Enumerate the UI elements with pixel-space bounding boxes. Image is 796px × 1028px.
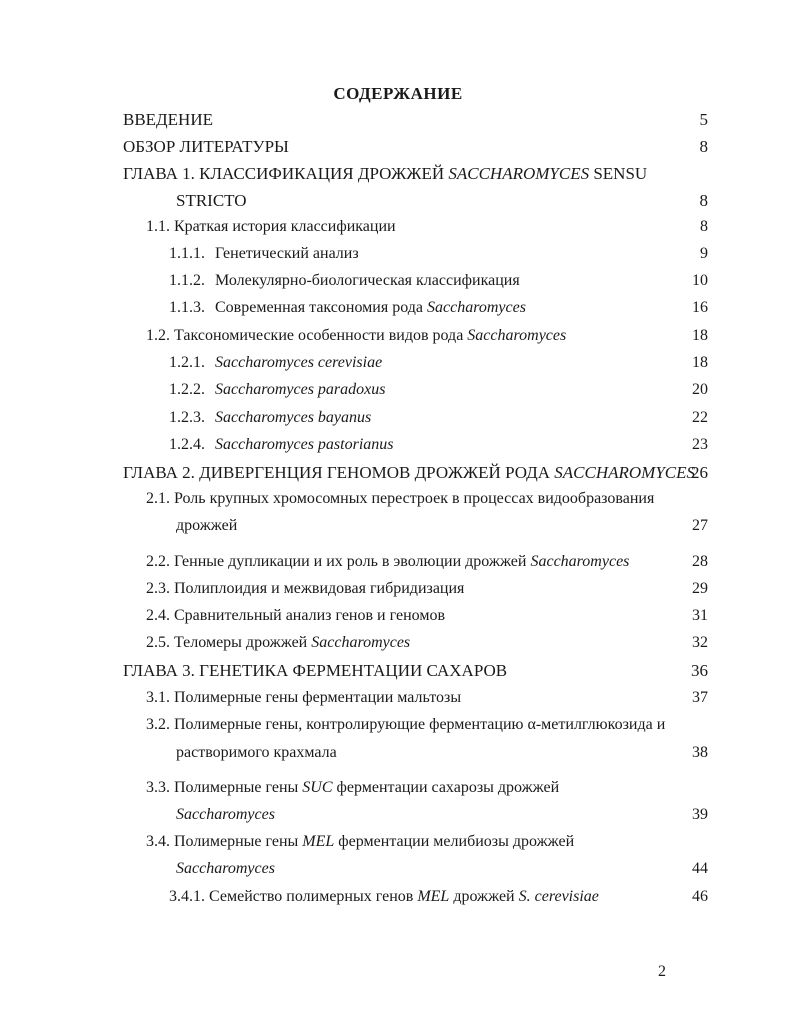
toc-entry-chapter-1-cont — [0, 191, 796, 215]
toc-entry-chapter-1 — [0, 164, 796, 188]
toc-entry-2-4 — [0, 607, 796, 631]
toc-label: Saccharomyces — [176, 806, 275, 823]
toc-label: 2.1. Роль крупных хромосомных перестроек в процессах видообразования — [146, 490, 655, 507]
toc-page: 16 — [692, 299, 708, 316]
toc-page: 8 — [699, 137, 708, 156]
toc-entry-1-1-1 — [0, 245, 796, 269]
toc-page: 18 — [692, 354, 708, 371]
toc-page: 9 — [700, 245, 708, 262]
toc-page: 27 — [692, 517, 708, 534]
toc-entry-3-2 — [0, 716, 796, 740]
toc-page: 8 — [700, 218, 708, 235]
toc-label: 3.1. Полимерные гены ферментации мальтозы — [146, 689, 462, 706]
toc-entry-1-1-2 — [0, 272, 796, 296]
toc-entry-3-3-cont — [0, 806, 796, 830]
toc-label: 2.5. Теломеры дрожжей Saccharomyces — [146, 634, 411, 651]
toc-label: 3.4. Полимерные гены MEL ферментации мелибиозы дрожжей — [146, 833, 575, 850]
toc-entry-1-1-3 — [0, 299, 796, 323]
toc-page: 18 — [692, 327, 708, 344]
toc-entry-2-5 — [0, 634, 796, 658]
toc-entry-3-2-cont — [0, 744, 796, 768]
toc-label: 2.4. Сравнительный анализ генов и геномов — [146, 607, 445, 624]
toc-page: 28 — [692, 553, 708, 570]
toc-page: 29 — [692, 580, 708, 597]
toc-label: 3.2. Полимерные гены, контролирующие ферментацию α-метилглюкозида и — [146, 716, 666, 733]
toc-label: растворимого крахмала — [176, 744, 337, 761]
toc-page: 26 — [691, 463, 708, 482]
toc-label: 1.2.2. Saccharomyces paradoxus — [169, 381, 386, 398]
toc-label: 1.1.3. Современная таксономия рода Saccharomyces — [169, 299, 526, 316]
toc-label: 1.2.4. Saccharomyces pastorianus — [169, 436, 394, 453]
toc-entry-1-2-1 — [0, 354, 796, 378]
toc-entry-review — [0, 137, 796, 161]
toc-entry-1-2-4 — [0, 436, 796, 460]
toc-entry-2-1 — [0, 490, 796, 514]
page-title: СОДЕРЖАНИЕ — [333, 84, 463, 103]
toc-page: 8 — [699, 191, 708, 210]
toc-entry-intro — [0, 110, 796, 134]
toc-entry-chapter-3 — [0, 661, 796, 685]
toc-entry-1-2-3 — [0, 409, 796, 433]
toc-label: 1.1.2. Молекулярно-биологическая классификация — [169, 272, 520, 289]
toc-page: 38 — [692, 744, 708, 761]
toc-label: 1.1.1. Генетический анализ — [169, 245, 359, 262]
toc-page: 44 — [692, 860, 708, 877]
toc-label: 1.2.1. Saccharomyces cerevisiae — [169, 354, 383, 371]
toc-page: 22 — [692, 409, 708, 426]
toc-entry-1-2-2 — [0, 381, 796, 405]
toc-label: ОБЗОР ЛИТЕРАТУРЫ — [123, 137, 289, 156]
toc-entry-2-1-cont — [0, 517, 796, 541]
toc-label: ГЛАВА 3. ГЕНЕТИКА ФЕРМЕНТАЦИИ САХАРОВ — [123, 661, 508, 680]
toc-entry-3-4 — [0, 833, 796, 857]
toc-entry-3-1 — [0, 689, 796, 713]
toc-page: 32 — [692, 634, 708, 651]
toc-label: 1.1. Краткая история классификации — [146, 218, 396, 235]
toc-page: 20 — [692, 381, 708, 398]
toc-label: 3.3. Полимерные гены SUC ферментации сахарозы дрожжей — [146, 779, 560, 796]
toc-label: Saccharomyces — [176, 860, 275, 877]
toc-page: 23 — [692, 436, 708, 453]
toc-page: 10 — [692, 272, 708, 289]
toc-page: 46 — [692, 888, 708, 905]
toc-page: 31 — [692, 607, 708, 624]
toc-label: ГЛАВА 2. ДИВЕРГЕНЦИЯ ГЕНОМОВ ДРОЖЖЕЙ РОДА SACCHAROMYCES — [123, 463, 696, 482]
toc-page: 5 — [699, 110, 708, 129]
toc-label: STRICTO — [176, 191, 247, 210]
toc-entry-3-3 — [0, 779, 796, 803]
toc-entry-chapter-2 — [0, 463, 796, 487]
toc-entry-2-3 — [0, 580, 796, 604]
toc-label: 3.4.1. Семейство полимерных генов MEL дрожжей S. cerevisiae — [169, 888, 599, 905]
toc-label: 2.3. Полиплоидия и межвидовая гибридизация — [146, 580, 465, 597]
toc-page: 39 — [692, 806, 708, 823]
toc-entry-3-4-cont — [0, 860, 796, 884]
toc-label: 2.2. Генные дупликации и их роль в эволюции дрожжей Saccharomyces — [146, 553, 630, 570]
toc-page: 36 — [691, 661, 708, 680]
toc-label: 1.2. Таксономические особенности видов рода Saccharomyces — [146, 327, 567, 344]
toc-label: 1.2.3. Saccharomyces bayanus — [169, 409, 372, 426]
page-number: 2 — [658, 963, 666, 980]
toc-label: ГЛАВА 1. КЛАССИФИКАЦИЯ ДРОЖЖЕЙ SACCHAROMYCES SENSU — [123, 164, 648, 183]
toc-label: дрожжей — [176, 517, 238, 534]
toc-page: 37 — [692, 689, 708, 706]
toc-entry-3-4-1 — [0, 888, 796, 912]
toc-entry-2-2 — [0, 553, 796, 577]
toc-entry-1-1 — [0, 218, 796, 242]
toc-entry-1-2 — [0, 327, 796, 351]
toc-label: ВВЕДЕНИЕ — [123, 110, 213, 129]
